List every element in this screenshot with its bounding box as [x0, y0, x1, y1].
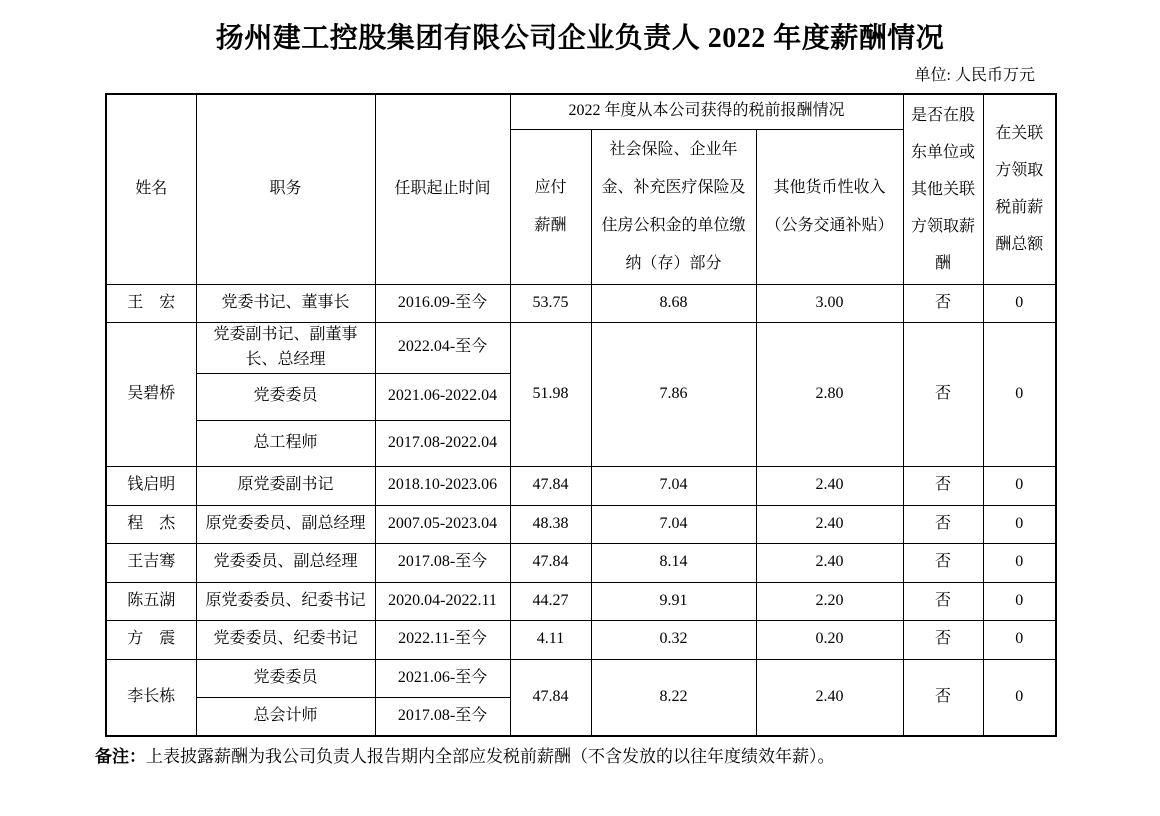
name-cell: 程 杰 — [106, 505, 196, 543]
position-cell: 党委委员 — [196, 373, 375, 420]
header-payable-salary: 应付薪酬 — [510, 129, 591, 284]
payable-cell: 47.84 — [510, 659, 591, 736]
social-cell: 8.14 — [591, 543, 756, 582]
unit-label: 单位: 人民币万元 — [914, 67, 1035, 84]
related-party-cell: 否 — [903, 620, 983, 659]
social-cell: 0.32 — [591, 620, 756, 659]
name-cell: 王吉骞 — [106, 543, 196, 582]
footnote — [95, 742, 835, 767]
position-cell: 总工程师 — [196, 420, 375, 466]
name-cell: 王 宏 — [106, 284, 196, 322]
table-row — [106, 466, 1056, 505]
other-income-cell: 2.40 — [756, 505, 903, 543]
related-total-cell: 0 — [983, 284, 1056, 322]
related-party-cell: 否 — [903, 659, 983, 736]
payable-cell: 51.98 — [510, 322, 591, 466]
payable-cell: 48.38 — [510, 505, 591, 543]
other-income-cell: 3.00 — [756, 284, 903, 322]
table-header-row-1 — [106, 94, 1056, 129]
related-total-cell: 0 — [983, 322, 1056, 466]
payable-cell: 53.75 — [510, 284, 591, 322]
tenure-cell: 2018.10-2023.06 — [375, 466, 510, 505]
page-title: 扬州建工控股集团有限公司企业负责人 2022 年度薪酬情况 — [215, 23, 945, 54]
header-comp-2022-group: 2022 年度从本公司获得的税前报酬情况 — [510, 94, 903, 129]
table-row — [106, 659, 1056, 697]
position-cell: 原党委委员、纪委书记 — [196, 582, 375, 620]
social-cell: 8.22 — [591, 659, 756, 736]
other-income-cell: 0.20 — [756, 620, 903, 659]
footnote-label: 备注： — [95, 747, 146, 766]
header-paid-by-related-party: 是否在股东单位或其他关联方领取薪酬 — [903, 94, 983, 284]
related-party-cell: 否 — [903, 582, 983, 620]
other-income-cell: 2.40 — [756, 659, 903, 736]
related-party-cell: 否 — [903, 284, 983, 322]
table-row — [106, 543, 1056, 582]
related-party-cell: 否 — [903, 322, 983, 466]
header-name: 姓名 — [106, 94, 196, 284]
related-party-cell: 否 — [903, 505, 983, 543]
related-total-cell: 0 — [983, 659, 1056, 736]
position-cell: 党委书记、董事长 — [196, 284, 375, 322]
tenure-cell: 2021.06-2022.04 — [375, 373, 510, 420]
related-total-cell: 0 — [983, 582, 1056, 620]
social-cell: 7.04 — [591, 505, 756, 543]
header-social-insurance: 社会保险、企业年金、补充医疗保险及住房公积金的单位缴纳（存）部分 — [591, 129, 756, 284]
related-party-cell: 否 — [903, 466, 983, 505]
header-tenure: 任职起止时间 — [375, 94, 510, 284]
related-total-cell: 0 — [983, 505, 1056, 543]
position-cell: 原党委副书记 — [196, 466, 375, 505]
position-cell: 党委委员、纪委书记 — [196, 620, 375, 659]
tenure-cell: 2016.09-至今 — [375, 284, 510, 322]
payable-cell: 44.27 — [510, 582, 591, 620]
name-cell: 陈五湖 — [106, 582, 196, 620]
table-row — [106, 582, 1056, 620]
table-row — [106, 322, 1056, 373]
other-income-cell: 2.80 — [756, 322, 903, 466]
tenure-cell: 2007.05-2023.04 — [375, 505, 510, 543]
position-cell: 总会计师 — [196, 697, 375, 736]
name-cell: 钱启明 — [106, 466, 196, 505]
tenure-cell: 2017.08-至今 — [375, 543, 510, 582]
social-cell: 8.68 — [591, 284, 756, 322]
payable-cell: 47.84 — [510, 543, 591, 582]
name-cell: 李长栋 — [106, 659, 196, 736]
related-party-cell: 否 — [903, 543, 983, 582]
tenure-cell: 2022.11-至今 — [375, 620, 510, 659]
other-income-cell: 2.40 — [756, 543, 903, 582]
related-total-cell: 0 — [983, 620, 1056, 659]
position-cell: 党委委员、副总经理 — [196, 543, 375, 582]
social-cell: 9.91 — [591, 582, 756, 620]
table-row — [106, 505, 1056, 543]
table-row — [106, 620, 1056, 659]
name-cell: 吴碧桥 — [106, 322, 196, 466]
table-row — [106, 284, 1056, 322]
tenure-cell: 2021.06-至今 — [375, 659, 510, 697]
tenure-cell: 2020.04-2022.11 — [375, 582, 510, 620]
position-cell: 党委副书记、副董事长、总经理 — [196, 322, 375, 373]
payable-cell: 47.84 — [510, 466, 591, 505]
related-total-cell: 0 — [983, 543, 1056, 582]
position-cell: 原党委委员、副总经理 — [196, 505, 375, 543]
social-cell: 7.86 — [591, 322, 756, 466]
tenure-cell: 2017.08-2022.04 — [375, 420, 510, 466]
tenure-cell: 2017.08-至今 — [375, 697, 510, 736]
tenure-cell: 2022.04-至今 — [375, 322, 510, 373]
other-income-cell: 2.40 — [756, 466, 903, 505]
header-other-income: 其他货币性收入（公务交通补贴） — [756, 129, 903, 284]
salary-table — [105, 93, 1057, 737]
related-total-cell: 0 — [983, 466, 1056, 505]
footnote-text: 上表披露薪酬为我公司负责人报告期内全部应发税前薪酬（不含发放的以往年度绩效年薪）。 — [146, 747, 835, 766]
other-income-cell: 2.20 — [756, 582, 903, 620]
position-cell: 党委委员 — [196, 659, 375, 697]
social-cell: 7.04 — [591, 466, 756, 505]
header-position: 职务 — [196, 94, 375, 284]
header-related-party-total: 在关联方领取税前薪酬总额 — [983, 94, 1056, 284]
name-cell: 方 震 — [106, 620, 196, 659]
payable-cell: 4.11 — [510, 620, 591, 659]
